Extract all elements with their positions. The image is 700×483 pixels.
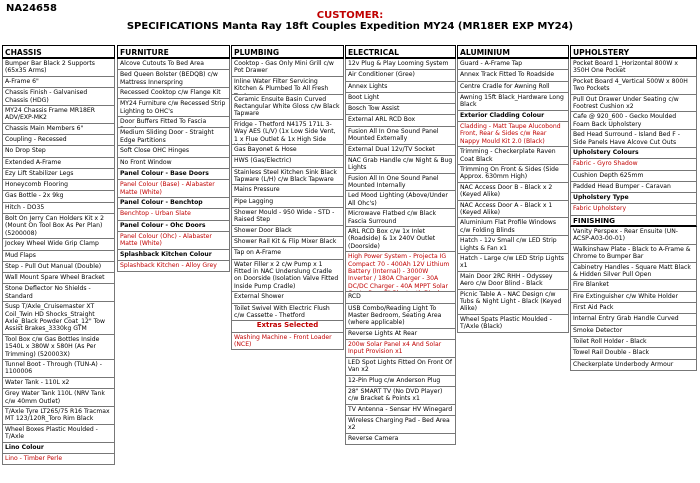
section-heading: Lino Colour <box>2 443 115 454</box>
column-heading: FURNITURE <box>117 45 230 59</box>
spec-item: Honeycomb Flooring <box>2 180 115 191</box>
spec-item: Checkerplate Underbody Armour <box>570 360 697 371</box>
spec-item: Toilet Swivel With Electric Flush c/w Cassette - Thetford <box>231 304 344 322</box>
spec-item: Gas Bottle - 2x 9kg <box>2 191 115 202</box>
spec-item: Gas Bayonet & Hose <box>231 145 344 156</box>
spec-item: NAC Access Door A - Black x 1 (Keyed Alike) <box>457 201 569 219</box>
spec-item: Shower Door Black <box>231 226 344 237</box>
spec-item: Alcove Cutouts To Bed Area <box>117 59 230 70</box>
spec-item: Main Door 2RC RHH - Odyssey Aero c/w Door Blind - Black <box>457 272 569 290</box>
spec-item: External Dual 12v/TV Socket <box>345 145 456 156</box>
spec-item: First Aid Pack <box>570 303 697 314</box>
spec-item: Susp T/Axle_Cruisemaster XT Coil_Twin HD Shocks_Straight Axle_Black Powder Coat_12" Tow Assist Brakes_3330kg GTM <box>2 302 115 335</box>
spec-item: ARL RCD Box c/w 1x Inlet (Roadside) & 1x 240V Outlet (Doorside) <box>345 227 456 252</box>
spec-item: Hitch - DO35 <box>2 203 115 214</box>
spec-item: 12-Pin Plug c/w Anderson Plug <box>345 376 456 387</box>
spec-item: RCD <box>345 292 456 303</box>
spec-item: Shower Mould - 950 Wide - STD - Raised Step <box>231 208 344 226</box>
spec-item: Grey Water Tank 110L (NRV Tank c/w 40mm Outlet) <box>2 389 115 407</box>
spec-item: Splashback Kitchen - Alloy Grey <box>117 261 230 272</box>
section-heading: Panel Colour - Benchtop <box>117 198 230 209</box>
spec-item: Hatch - 12v Small c/w LED Strip Lights & Fan x1 <box>457 236 569 254</box>
spec-item: Microwave Flatbed c/w Black Fascia Surround <box>345 209 456 227</box>
section-heading: Splashback Kitchen Colour <box>117 250 230 261</box>
spec-item: Cafe @ 920_600 - Gecko Moulded Foam Back Upholstery <box>570 112 697 130</box>
spec-item: Annex Lights <box>345 82 456 93</box>
spec-item: Reverse Camera <box>345 434 456 445</box>
spec-item: Vanity Perspex - Rear Ensuite (UN-ACSP-A03-00-01) <box>570 227 697 245</box>
spec-item: Hatch - Large c/w LED Strip Lights x1 <box>457 254 569 272</box>
spec-item: Annex Track Fitted To Roadside <box>457 70 569 81</box>
spec-item: Pocket Board 1_Horizontal 800W x 350H One Pocket <box>570 59 697 77</box>
section-heading: Exterior Cladding Colour <box>457 111 569 122</box>
spec-item: HWS (Gas/Electric) <box>231 156 344 167</box>
spec-item: No Front Window <box>117 158 230 169</box>
spec-item: Towel Rail Double - Black <box>570 348 697 359</box>
column-heading: ELECTRICAL <box>345 45 456 59</box>
spec-item: Extended A-Frame <box>2 158 115 169</box>
spec-item: Fabric Upholstery <box>570 204 697 215</box>
spec-column-aluminium <box>457 45 569 333</box>
spec-column-furniture <box>117 45 230 272</box>
spec-item: Fridge - Thetford N4175 171L 3-Way AES (L/V) (1x Low Side Vent, 1 x Flue Outlet & 1x High Side <box>231 120 344 145</box>
spec-item: Centre Cradle for Awning Roll <box>457 82 569 93</box>
spec-item: Aluminium Flat Profile Windows c/w Folding Blinds <box>457 218 569 236</box>
spec-item: Led Mood Lighting (Above/Under All Ohc's) <box>345 191 456 209</box>
spec-item: MY24 Chassis Frame MR18ER ADV/EXP-MK2 <box>2 106 115 124</box>
spec-item: Air Conditioner (Gree) <box>345 70 456 81</box>
spec-item: TV Antenna - Sensar HV Winegard <box>345 405 456 416</box>
spec-item: 200w Solar Panel x4 And Solar Input Provision x1 <box>345 340 456 358</box>
spec-item: Stone Deflector No Shields - Standard <box>2 284 115 302</box>
spec-item: Coupling - Recessed <box>2 135 115 146</box>
spec-item: Guard - A-Frame Tap <box>457 59 569 70</box>
spec-item: Door Buffers Fitted To Fascia <box>117 117 230 128</box>
spec-item: Tunnel Boot - Through (TUN-A) - 1100006 <box>2 360 115 378</box>
column-heading: ALUMINIUM <box>457 45 569 59</box>
spec-item: Mains Pressure <box>231 185 344 196</box>
column-heading: UPHOLSTERY <box>570 45 697 59</box>
spec-item: Cushion Depth 625mm <box>570 171 697 182</box>
spec-item: Step - Pull Out Manual (Double) <box>2 262 115 273</box>
spec-item: T/Axle Tyre LT265/75 R16 Tracmax MT 123/120R_Toro Rim Black <box>2 407 115 425</box>
spec-item: Trimming On Front & Sides (Side Approx. 630mm High) <box>457 165 569 183</box>
column-heading: CHASSIS <box>2 45 115 59</box>
spec-item: Recessed Cooktop c/w Flange Kit <box>117 88 230 99</box>
spec-item: Reverse Lights At Rear <box>345 329 456 340</box>
spec-item: Washing Machine - Front Loader (NCE) <box>231 333 344 351</box>
spec-item: Water Filler x 2 c/w Pump x 1 Fitted in NAC Underslung Cradle on Doorside (Isolation Valve Fitted Inside Pump Cradle) <box>231 260 344 293</box>
spec-item: 12v Plug & Play Looming System <box>345 59 456 70</box>
spec-item: Pull Out Drawer Under Seating c/w Footrest Cushion x2 <box>570 95 697 113</box>
spec-item: USB Combo/Reading Light To Master Bedroom, Seating Area (where applicable) <box>345 304 456 329</box>
spec-title: SPECIFICATIONS Manta Ray 18ft Couples Expedition MY24 (MR18ER EXP MY24) <box>126 21 574 32</box>
section-heading: Upholstery Type <box>570 193 697 204</box>
spec-item: Water Tank - 110L x2 <box>2 378 115 389</box>
spec-item: Trimming - Checkerplate Raven Coat Black <box>457 147 569 165</box>
spec-item: Bolt On Jerry Can Holders Kit x 2 (Mount On Tool Box As Per Plan) (5200008) <box>2 214 115 239</box>
spec-item: NAC Grab Handle c/w Night & Bug Lights <box>345 156 456 174</box>
spec-item: Cabinetry Handles - Square Matt Black & Hidden Silver Pull Open <box>570 263 697 281</box>
spec-item: Bed Queen Bolster (BEDQB) c/w Mattress Innerspring <box>117 70 230 88</box>
spec-item: Wall Mount Spare Wheel Bracket <box>2 273 115 284</box>
spec-item: Tap on A-Frame <box>231 248 344 259</box>
spec-item: MY24 Furniture c/w Recessed Strip Lighting to OHC's <box>117 99 230 117</box>
spec-item: Toilet Roll Holder - Black <box>570 337 697 348</box>
spec-item: Internal Entry Grab Handle Curved <box>570 314 697 325</box>
spec-item: Awning 15ft Black_Hardware Long Black <box>457 93 569 111</box>
document-id: NA24658 <box>6 3 57 14</box>
spec-item: Padded Head Bumper - Caravan <box>570 182 697 193</box>
spec-item: Chassis Finish - Galvanised Chassis (HDG) <box>2 88 115 106</box>
spec-item: Fire Extinguisher c/w White Holder <box>570 292 697 303</box>
spec-item: Jockey Wheel Wide Grip Clamp <box>2 239 115 250</box>
spec-column-electrical <box>345 45 456 445</box>
column-heading: PLUMBING <box>231 45 344 59</box>
spec-item: Inline Water Filter Servicing Kitchen & Plumbed To All Fresh <box>231 77 344 95</box>
spec-item: Bosch Tow Assist <box>345 104 456 115</box>
spec-item: Mud Flaps <box>2 251 115 262</box>
spec-column-chassis <box>2 45 115 465</box>
spec-item: Wireless Charging Pad - Bed Area x2 <box>345 416 456 434</box>
section-heading: Panel Colour - Ohc Doors <box>117 221 230 232</box>
spec-item: Boot Light <box>345 93 456 104</box>
spec-item: External ARL RCD Box <box>345 115 456 126</box>
spec-item: Walkinshaw Plate - Black to A-Frame & Chrome to Bumper Bar <box>570 245 697 263</box>
spec-item: Ezy Lift Stabilizer Legs <box>2 169 115 180</box>
spec-item: NAC Access Door B - Black x 2 (Keyed Alike) <box>457 183 569 201</box>
spec-item: Tool Box c/w Gas Bottles Inside 1540L x 380W x 580H (As Per Trimming) (520003X) <box>2 335 115 360</box>
spec-item: 28" SMART TV (No DVD Player) c/w Bracket & Points x1 <box>345 387 456 405</box>
spec-item: No Drop Step <box>2 146 115 157</box>
spec-item: A-Frame 6" <box>2 77 115 88</box>
spec-item: Ceramic Ensuite Basin Curved Rectangular White Gloss c/w Black Tapware <box>231 95 344 120</box>
spec-item: Bumper Bar Black 2 Supports (65x35 Arms) <box>2 59 115 77</box>
spec-item: Picnic Table A - NAC Design c/w Tubs & Night Light - Black (Keyed Alike) <box>457 290 569 315</box>
spec-item: Wheel Spats Plastic Moulded - T/Axle (Black) <box>457 315 569 333</box>
spec-item: External Shower <box>231 292 344 303</box>
customer-label: CUSTOMER: <box>316 10 384 21</box>
spec-item: Lino - Timber Perle <box>2 454 115 465</box>
spec-item: Shower Rail Kit & Flip Mixer Black <box>231 237 344 248</box>
section-heading: Upholstery Colours <box>570 148 697 159</box>
spec-item: Cladding - Matt Taupe Alucobond Front, Rear & Sides c/w Rear Nappy Mould Kit 2.0 (Black) <box>457 122 569 147</box>
spec-item: LED Spot Lights Fitted On Front Of Van x2 <box>345 358 456 376</box>
section-heading: FINISHING <box>570 216 697 227</box>
spec-item: Fusion All In One Sound Panel Mounted Externally <box>345 127 456 145</box>
section-heading: Panel Colour - Base Doors <box>117 169 230 180</box>
spec-column-upholstery <box>570 45 697 371</box>
section-heading: Extras Selected <box>231 321 344 332</box>
spec-item: Fire Blanket <box>570 280 697 291</box>
spec-item: Wheel Boxes Plastic Moulded - T/Axle <box>2 425 115 443</box>
spec-item: Bed Head Surround - Island Bed F - Side Panels Have Alcove Cut Outs <box>570 130 697 148</box>
spec-item: Medium Sliding Door - Straight Edge Partitions <box>117 128 230 146</box>
spec-item: Fabric - Gyro Shadow <box>570 159 697 170</box>
spec-item: Cooktop - Gas Only Mini Grill c/w Pot Drawer <box>231 59 344 77</box>
spec-item: Chassis Main Members 6" <box>2 124 115 135</box>
spec-item: High Power System - Projecta IG Compact 70 - 400Ah 12V Lithium Battery (Internal) - 3000W Inverter / 180A Charger - 30A DC/DC Charger - 40A MPPT Solar <box>345 252 456 292</box>
spec-item: Pocket Board 4_Vertical 500W x 800H Two Pockets <box>570 77 697 95</box>
spec-item: Benchtop - Urban Slate <box>117 209 230 220</box>
spec-item: Pipe Lagging <box>231 197 344 208</box>
spec-item: Stainless Steel Kitchen Sink Black Tapware (L/H) c/w Black Tapware <box>231 168 344 186</box>
spec-item: Panel Colour (Base) - Alabaster Matte (White) <box>117 180 230 198</box>
spec-item: Smoke Detector <box>570 326 697 337</box>
spec-item: Soft Close OHC Hinges <box>117 146 230 157</box>
spec-item: Fusion All In One Sound Panel Mounted Internally <box>345 174 456 192</box>
spec-column-plumbing <box>231 45 344 350</box>
spec-item: Panel Colour (Ohc) - Alabaster Matte (White) <box>117 232 230 250</box>
